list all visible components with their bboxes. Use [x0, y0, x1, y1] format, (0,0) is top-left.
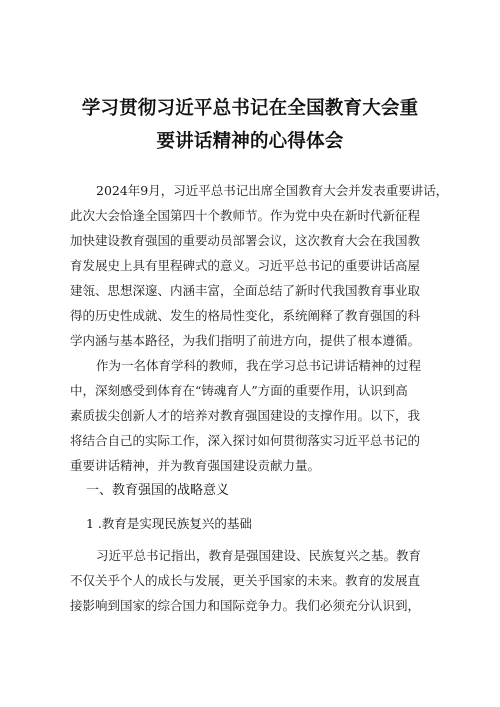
paragraph-line: 将结合自己的实际工作，深入探讨如何贯彻落实习近平总书记的 [70, 433, 421, 448]
paragraph-line: 接影响到国家的综合国力和国际竞争力。我们必须充分认识到， [70, 598, 421, 613]
paragraph-line: 得的历史性成就、发生的格局性变化，系统阐释了教育强国的科 [70, 308, 421, 323]
subsection-heading: 1 .教育是实现民族复兴的基础 [86, 516, 252, 531]
paragraph-line: 学内涵与基本路径，为我们指明了前进方向，提供了根本遵循。 [70, 333, 421, 348]
paragraph-line: 素质拔尖创新人才的培养对教育强国建设的支撑作用。以下，我 [70, 408, 421, 423]
paragraph-line: 重要讲话精神，并为教育强国建设贡献力量。 [70, 458, 321, 473]
paragraph-line: 中，深刻感受到体育在“铸魂育人”方面的重要作用，认识到高 [70, 383, 408, 398]
document-title-line-1: 学习贯彻习近平总书记在全国教育大会重 [81, 98, 419, 119]
paragraph-line: 不仅关乎个人的成长与发展，更关乎国家的未来。教育的发展直 [70, 573, 421, 588]
paragraph-line: 作为一名体育学科的教师，我在学习总书记讲话精神的过程 [96, 358, 422, 373]
paragraph-line: 育发展史上具有里程碑式的意义。习近平总书记的重要讲话高屋 [70, 258, 421, 273]
paragraph-line: 加快建设教育强国的重要动员部署会议，这次教育大会在我国教 [70, 233, 421, 248]
paragraph-line: 习近平总书记指出，教育是强国建设、民族复兴之基。教育 [96, 548, 422, 563]
paragraph-line: 建瓴、思想深邃、内涵丰富，全面总结了新时代我国教育事业取 [70, 283, 421, 298]
document-title-line-2: 要讲话精神的心得体会 [156, 131, 344, 152]
section-heading: 一、教育强国的战略意义 [86, 483, 230, 498]
paragraph-line: 2024年9月，习近平总书记出席全国教育大会并发表重要讲话， [96, 183, 449, 198]
paragraph-line: 此次大会恰逢全国第四十个教师节。作为党中央在新时代新征程 [70, 208, 421, 223]
